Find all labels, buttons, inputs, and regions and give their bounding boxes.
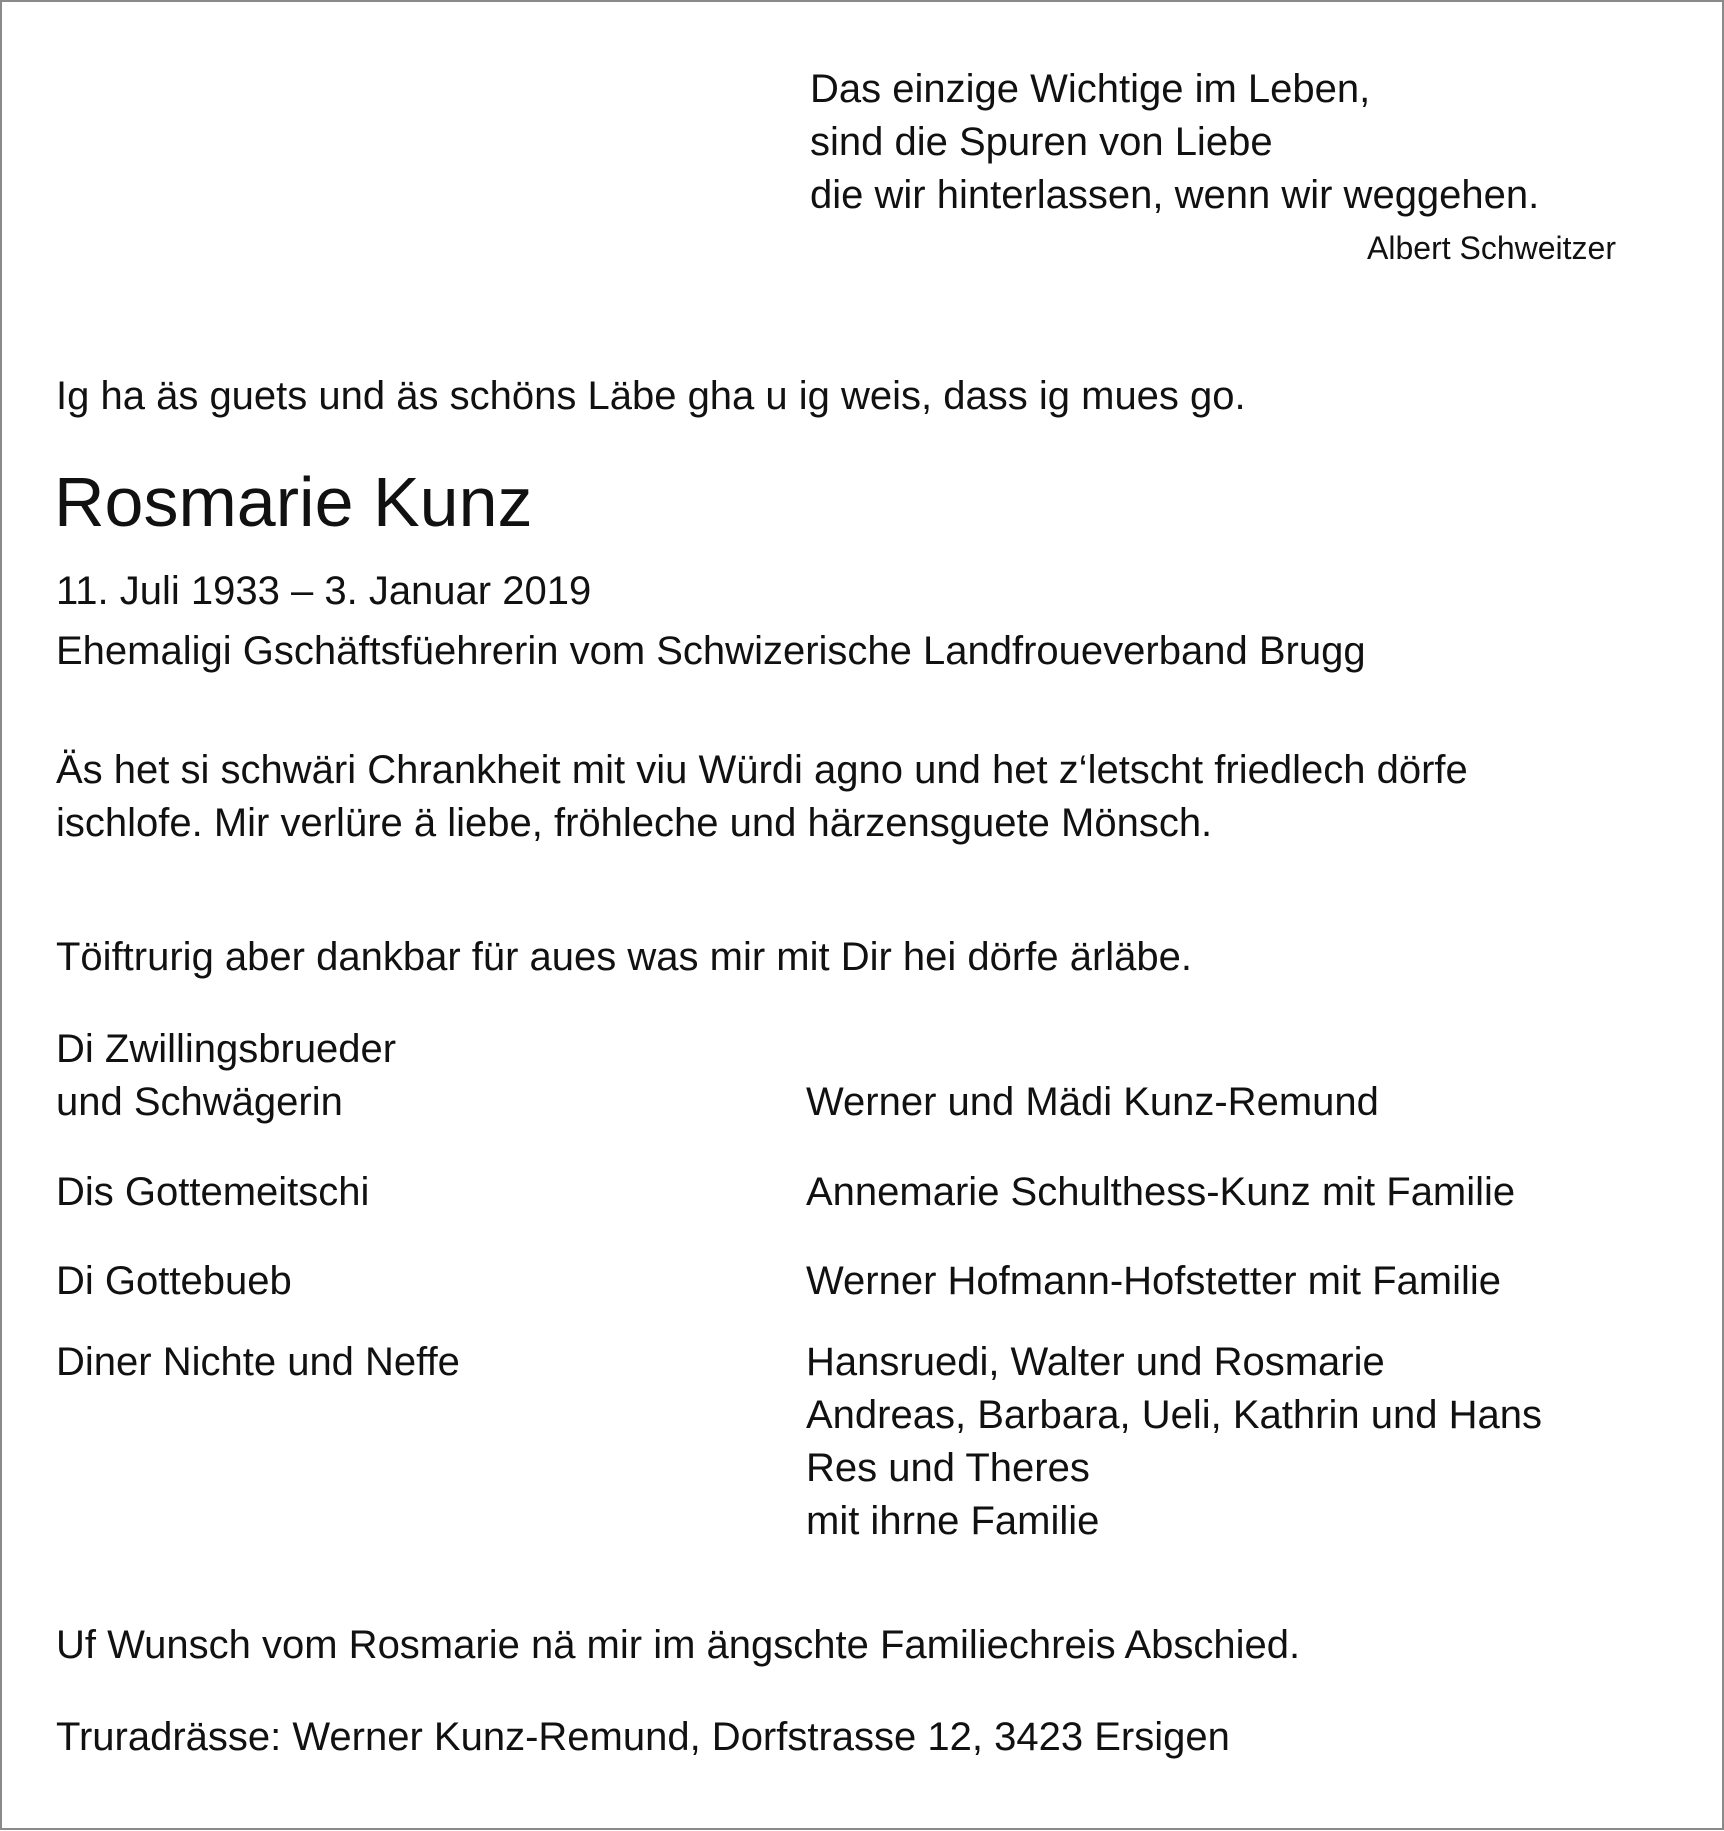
mourning-address: Truradrässe: Werner Kunz-Remund, Dorfstrasse 12, 3423 Ersigen xyxy=(56,1715,1230,1759)
mourner-relation xyxy=(56,1336,460,1389)
mourner-name-line: Andreas, Barbara, Ueli, Kathrin und Hans xyxy=(806,1393,1542,1437)
deceased-role: Ehemaligi Gschäftsfüehrerin vom Schwizerische Landfroueverband Brugg xyxy=(56,629,1366,673)
mourner-name-line: Res und Theres xyxy=(806,1446,1090,1490)
life-dates: 11. Juli 1933 – 3. Januar 2019 xyxy=(56,569,592,613)
mourner-relation xyxy=(56,1255,292,1308)
mourner-names xyxy=(806,1076,1379,1129)
mourner-names xyxy=(806,1166,1515,1219)
relation-line: Di Zwillingsbrueder xyxy=(56,1027,397,1071)
relation-line: und Schwägerin xyxy=(56,1080,343,1124)
mourner-name-line: Annemarie Schulthess-Kunz mit Familie xyxy=(806,1170,1516,1214)
relation-line: Diner Nichte und Neffe xyxy=(56,1340,460,1384)
mourner-name-line: mit ihrne Familie xyxy=(806,1499,1100,1543)
relation-line: Di Gottebueb xyxy=(56,1259,292,1303)
gratitude-text: Töiftrurig aber dankbar für aues was mir mit Dir hei dörfe ärläbe. xyxy=(56,935,1193,979)
mourner-name-line: Hansruedi, Walter und Rosmarie xyxy=(806,1340,1385,1384)
intro-text: Ig ha äs guets und äs schöns Läbe gha u ig weis, dass ig mues go. xyxy=(56,374,1246,418)
message-line: Äs het si schwäri Chrankheit mit viu Würdi agno und het z‘letscht friedlech dörfe xyxy=(56,748,1468,792)
mourner-name-line: Werner Hofmann-Hofstetter mit Familie xyxy=(806,1259,1501,1303)
quote-block xyxy=(810,63,1616,268)
message-paragraph xyxy=(56,744,1468,850)
quote-line: die wir hinterlassen, wenn wir weggehen. xyxy=(810,173,1540,217)
mourner-names xyxy=(806,1336,1542,1548)
farewell-text: Uf Wunsch vom Rosmarie nä mir im ängschte Familiechreis Abschied. xyxy=(56,1623,1301,1667)
relation-line: Dis Gottemeitschi xyxy=(56,1170,370,1214)
mourner-name-line: Werner und Mädi Kunz-Remund xyxy=(806,1080,1379,1124)
mourner-names xyxy=(806,1255,1501,1308)
mourner-relation xyxy=(56,1166,369,1219)
quote-line: Das einzige Wichtige im Leben, xyxy=(810,67,1371,111)
message-line: ischlofe. Mir verlüre ä liebe, fröhleche und härzensguete Mönsch. xyxy=(56,801,1213,845)
quote-author: Albert Schweitzer xyxy=(1367,230,1616,266)
mourner-relation xyxy=(56,1023,396,1129)
deceased-name: Rosmarie Kunz xyxy=(54,463,533,541)
quote-line: sind die Spuren von Liebe xyxy=(810,120,1273,164)
